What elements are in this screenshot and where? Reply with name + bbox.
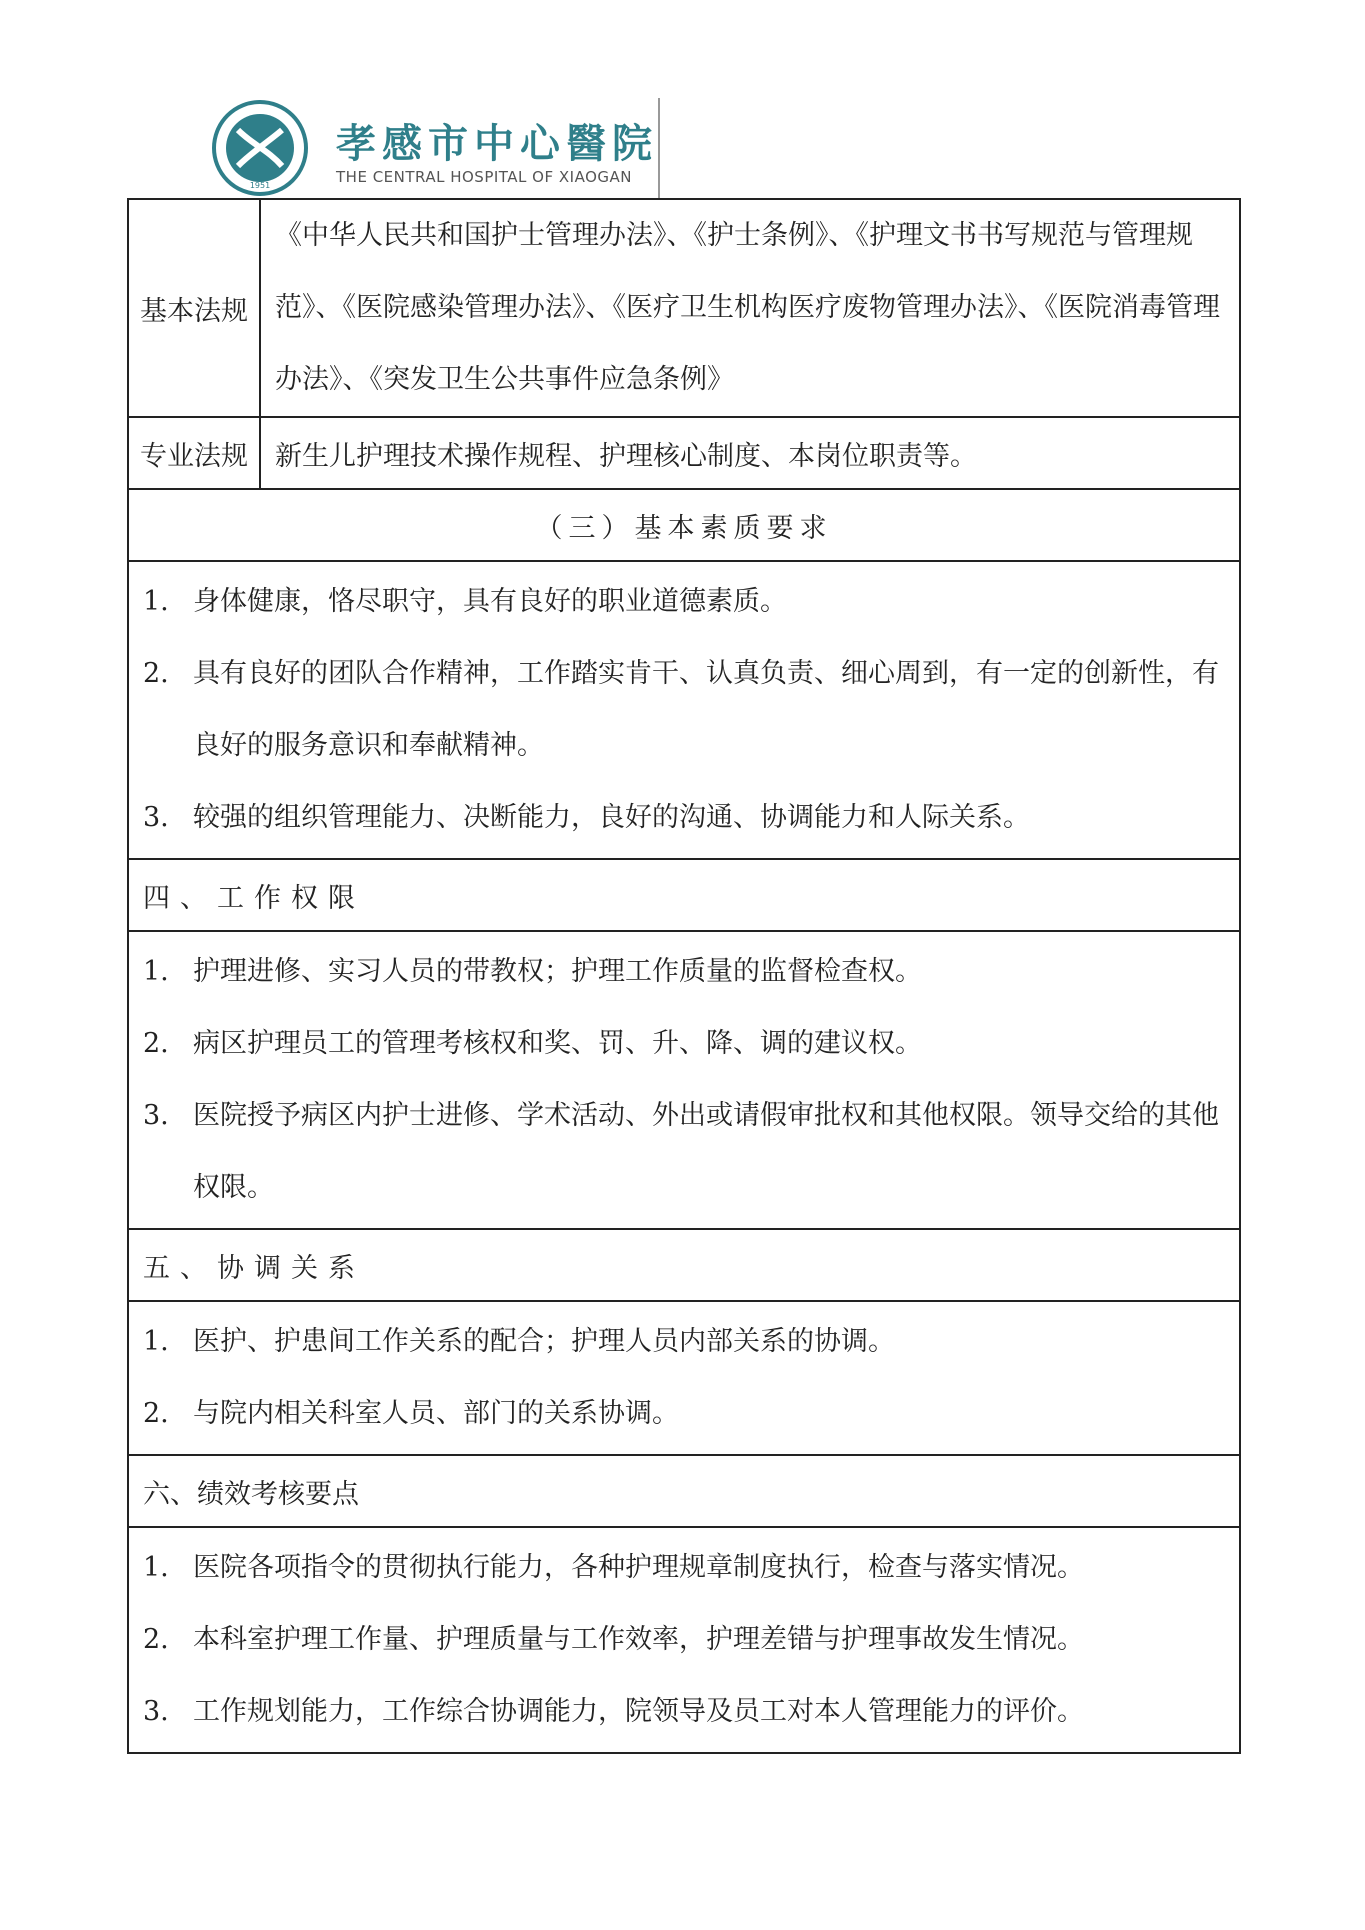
basic-laws-row xyxy=(128,199,1240,417)
performance-section-title: 六、绩效考核要点 xyxy=(128,1455,1240,1527)
professional-laws-label: 专业法规 xyxy=(128,417,260,489)
coordination-section-title: 五、协调关系 xyxy=(128,1229,1240,1301)
quality-list-row xyxy=(128,561,1240,859)
authority-section-title: 四、工作权限 xyxy=(128,859,1240,931)
performance-list-row xyxy=(128,1527,1240,1753)
item-number: 2. xyxy=(143,1398,169,1429)
item-text: 医护、护患间工作关系的配合；护理人员内部关系的协调。 xyxy=(193,1326,895,1357)
emblem-year: 1951 xyxy=(249,181,271,190)
list-item xyxy=(143,1306,1225,1378)
item-text: 医院授予病区内护士进修、学术活动、外出或请假审批权和其他权限。领导交给的其他权限。 xyxy=(193,1100,1219,1203)
quality-list xyxy=(128,561,1240,859)
list-item xyxy=(143,1080,1225,1224)
coordination-list xyxy=(128,1301,1240,1455)
item-text: 病区护理员工的管理考核权和奖、罚、升、降、调的建议权。 xyxy=(193,1028,922,1059)
item-text: 与院内相关科室人员、部门的关系协调。 xyxy=(193,1398,679,1429)
item-text: 工作规划能力，工作综合协调能力，院领导及员工对本人管理能力的评价。 xyxy=(193,1696,1084,1727)
list-item xyxy=(143,1532,1225,1604)
list-item xyxy=(143,1604,1225,1676)
quality-section-title: （三）基本素质要求 xyxy=(128,489,1240,561)
authority-list xyxy=(128,931,1240,1229)
item-text: 医院各项指令的贯彻执行能力，各种护理规章制度执行，检查与落实情况。 xyxy=(193,1552,1084,1583)
hospital-header xyxy=(208,98,663,198)
performance-list xyxy=(128,1527,1240,1753)
authority-list-row xyxy=(128,931,1240,1229)
item-number: 2. xyxy=(143,658,169,689)
basic-laws-text: 《中华人民共和国护士管理办法》、《护士条例》、《护理文书书写规范与管理规范》、《医院感染管理办法》、《医疗卫生机构医疗废物管理办法》、《医院消毒管理办法》、《突发卫生公共事件应急条例》 xyxy=(260,199,1240,417)
item-text: 具有良好的团队合作精神，工作踏实肯干、认真负责、细心周到，有一定的创新性，有良好的服务意识和奉献精神。 xyxy=(193,658,1219,761)
hospital-name-en: THE CENTRAL HOSPITAL OF XIAOGAN xyxy=(336,168,632,186)
item-number: 2. xyxy=(143,1028,169,1059)
item-number: 1. xyxy=(143,1326,169,1357)
item-number: 1. xyxy=(143,586,169,617)
list-item xyxy=(143,1676,1225,1748)
item-text: 较强的组织管理能力、决断能力，良好的沟通、协调能力和人际关系。 xyxy=(193,802,1030,833)
authority-title-row xyxy=(128,859,1240,931)
item-number: 1. xyxy=(143,1552,169,1583)
hospital-name-cn: 孝感市中心醫院 xyxy=(336,120,658,167)
list-item xyxy=(143,638,1225,782)
item-number: 3. xyxy=(143,1696,169,1727)
list-item xyxy=(143,1378,1225,1450)
quality-title-row xyxy=(128,489,1240,561)
professional-laws-text: 新生儿护理技术操作规程、护理核心制度、本岗位职责等。 xyxy=(260,417,1240,489)
header-divider xyxy=(658,98,660,198)
list-item xyxy=(143,1008,1225,1080)
item-number: 3. xyxy=(143,1100,169,1131)
professional-laws-row xyxy=(128,417,1240,489)
item-number: 3. xyxy=(143,802,169,833)
job-description-table xyxy=(127,198,1241,1754)
performance-title-row xyxy=(128,1455,1240,1527)
item-number: 2. xyxy=(143,1624,169,1655)
item-text: 身体健康，恪尽职守，具有良好的职业道德素质。 xyxy=(193,586,787,617)
basic-laws-label: 基本法规 xyxy=(128,199,260,417)
list-item xyxy=(143,566,1225,638)
list-item xyxy=(143,936,1225,1008)
item-number: 1. xyxy=(143,956,169,987)
list-item xyxy=(143,782,1225,854)
hospital-emblem-icon xyxy=(208,100,312,196)
coordination-list-row xyxy=(128,1301,1240,1455)
item-text: 护理进修、实习人员的带教权；护理工作质量的监督检查权。 xyxy=(193,956,922,987)
coordination-title-row xyxy=(128,1229,1240,1301)
item-text: 本科室护理工作量、护理质量与工作效率，护理差错与护理事故发生情况。 xyxy=(193,1624,1084,1655)
